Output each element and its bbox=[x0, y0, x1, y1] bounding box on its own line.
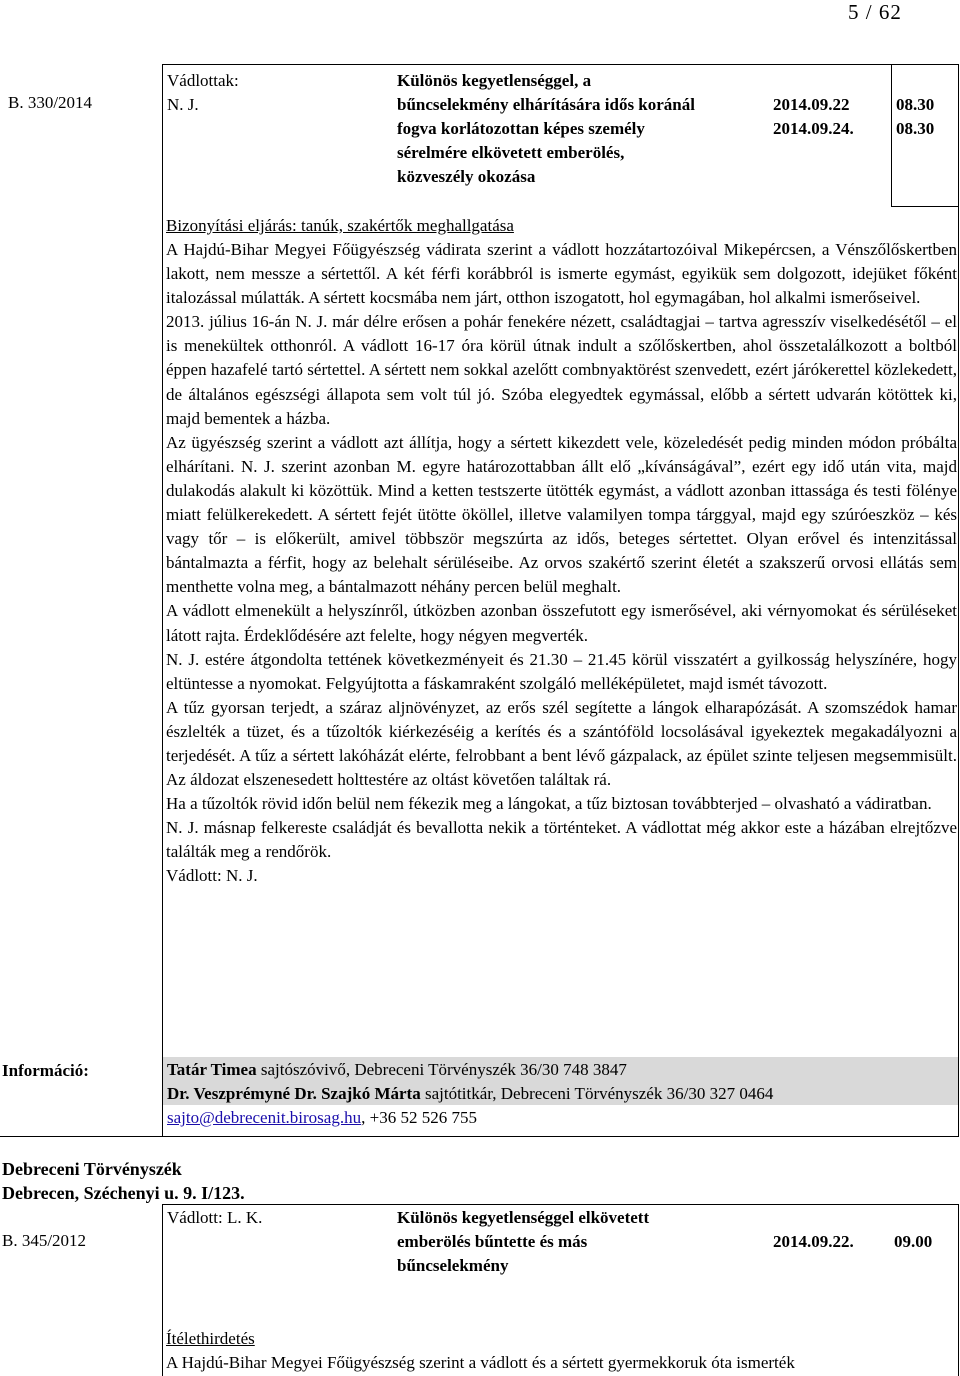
charge-line: emberölés bűntette és más bbox=[397, 1232, 588, 1251]
info-label: Információ: bbox=[2, 1061, 89, 1080]
contact-line: Tatár Timea sajtószóvivő, Debreceni Törvényszék 36/30 748 3847 bbox=[167, 1060, 627, 1079]
hearing-time: 08.30 bbox=[896, 119, 935, 138]
case-number: B. 330/2014 bbox=[8, 93, 93, 112]
charge-line: bűncselekmény elhárítására idős koránál bbox=[397, 95, 695, 114]
paragraph: Az ügyészség szerint a vádlott azt állítja, hogy a sértett kikezdett vele, közeledését pedig minden módon próbálta elhárítani. N. J. szerint azonban M. egyre határozottabban állt elő „kívánságával”, ezért egy idő után vita, majd dulakodás alakult ki közöttük. Mind a ketten testszerte ütötték egymást, a vádlott azonban ittassága és testi fölénye miatt felülkerekedett. A sértett fejét ütötte ököllel, illetve valamilyen tompa tárggyal, majd egy szúróeszköz – kés vagy tőr – is előkerült, amivel többször megszúrta az idős, beteges sértettet. Olyan erővel és intenzitással bántalmazta a férfit, hogy az belehalt sérüléseibe. Az orvos szakértő szerint életét a szakszerű orvosi ellátás sem menthette volna meg, a bántalmazott néhány percen belül meghalt. bbox=[166, 432, 957, 597]
defendant-name: Vádlott: L. K. bbox=[167, 1208, 263, 1227]
charge-line: bűncselekmény bbox=[397, 1256, 509, 1275]
contact-line: sajto@debrecenit.birosag.hu, +36 52 526 755 bbox=[167, 1108, 477, 1127]
table-border-top bbox=[162, 1204, 959, 1205]
paragraph: A Hajdú-Bihar Megyei Főügyészség szerint a vádlott és a sértett gyermekkoruk óta ismerték bbox=[166, 1353, 795, 1372]
table-divider bbox=[162, 1204, 163, 1376]
paragraph: N. J. estére átgondolta tettének következményeit és 21.30 – 21.45 körül visszatért a gyilkosság helyszínére, hogy eltüntesse a nyomokat. Felgyújtotta a fáskamraként szolgáló melléképületet, majd ismét távozott. bbox=[166, 649, 957, 693]
table-border-top bbox=[162, 64, 959, 65]
defendant-name: N. J. bbox=[167, 95, 199, 114]
charge-description bbox=[397, 1206, 773, 1278]
hearing-date: 2014.09.22. bbox=[773, 1232, 854, 1251]
case-number: B. 345/2012 bbox=[2, 1231, 87, 1250]
table-border-right bbox=[958, 64, 959, 1136]
paragraph: A tűz gyorsan terjedt, a száraz aljnövényzet, az erős szél segítette a lángok elharapózását. A szomszédok hamar észlelték a tüzet, és a tűzoltók kiérkezéséig a kerítés és a szántóföld locsolásával igyekeztek megakadályozni a terjedését. A tűz a sértett lakóházát elérte, felrobbant a bent lévő gázpalack, az épület szinte teljesen megsemmisült. Az áldozat elszenesedett holttestére az oltást követően találtak rá. bbox=[166, 697, 957, 790]
table-divider bbox=[891, 64, 892, 207]
hearing-time: 08.30 bbox=[896, 95, 935, 114]
court-name: Debreceni Törvényszék bbox=[2, 1159, 182, 1179]
paragraph: Vádlott: N. J. bbox=[166, 866, 258, 886]
section-title: Bizonyítási eljárás: tanúk, szakértők meghallgatása bbox=[166, 216, 514, 235]
charge-line: közveszély okozása bbox=[397, 167, 536, 186]
contact-name: Dr. Veszprémyné Dr. Szajkó Márta bbox=[167, 1084, 421, 1103]
table-border-right bbox=[958, 1204, 959, 1376]
contact-name: Tatár Timea bbox=[167, 1060, 257, 1079]
table-border-bottom bbox=[0, 1136, 959, 1137]
hearing-date: 2014.09.22 bbox=[773, 95, 850, 114]
case-description bbox=[166, 238, 957, 889]
paragraph: A vádlott elmenekült a helyszínről, útközben azonban összefutott egy ismerősével, aki vérnyomokat és sérüléseket látott rajta. Érdeklődésére azt felelte, hogy négyen megverték. bbox=[166, 601, 957, 645]
section-title: Ítélethirdetés bbox=[166, 1329, 255, 1348]
charge-line: sérelmére elkövetett emberölés, bbox=[397, 143, 625, 162]
paragraph: A Hajdú-Bihar Megyei Főügyészség vádirata szerint a vádlott hozzátartozóival Mikepércsen, a Vénszőlőskertben lakott, nem messze a sértettől. A két férfi korábbról is ismerte egymást, egyikük sem dolgozott, idejüket főként italozással múlatták. A sértett kocsmába nem járt, otthon iszogatott, hol egymagában, hol alkalmi ismerőseivel. bbox=[166, 240, 957, 308]
charge-line: fogva korlátozottan képes személy bbox=[397, 119, 645, 138]
charge-line: Különös kegyetlenséggel elkövetett bbox=[397, 1208, 650, 1227]
defendant-label: Vádlottak: bbox=[167, 71, 239, 90]
email-link[interactable]: sajto@debrecenit.birosag.hu bbox=[167, 1108, 362, 1127]
paragraph: Ha a tűzoltók rövid időn belül nem fékezik meg a lángokat, a tűz biztosan továbbterjed – olvasható a vádiratban. bbox=[166, 794, 932, 814]
charge-description bbox=[397, 69, 773, 189]
hearing-time: 09.00 bbox=[894, 1232, 933, 1251]
page-number: 5 / 62 bbox=[848, 0, 902, 24]
table-divider bbox=[891, 206, 959, 207]
hearing-date: 2014.09.24. bbox=[773, 119, 854, 138]
paragraph: 2013. július 16-án N. J. már délre erősen a pohár fenekére nézett, családtagjai – tartva agresszív viselkedésétől – el is menekültek otthonról. A vádlott 16-17 óra körül útnak indult a szőlőskertben, ahol összetalálkozott a boltból éppen hazafelé tartó sértettel. A sértett nem sokkal azelőtt combnyaktörést szenvedett, ezért járókerettel közlekedett, de általános egészségi állapota sem volt túl jó. Szóba elegyedtek egymással, előbb a sértett udvarán kötöttek ki, majd bementek a házba. bbox=[166, 312, 957, 428]
table-divider bbox=[162, 64, 163, 1136]
info-box bbox=[163, 1057, 958, 1105]
contact-line: Dr. Veszprémyné Dr. Szajkó Márta sajtótitkár, Debreceni Törvényszék 36/30 327 0464 bbox=[167, 1084, 774, 1103]
charge-line: Különös kegyetlenséggel, a bbox=[397, 71, 592, 90]
court-address: Debrecen, Széchenyi u. 9. I/123. bbox=[2, 1183, 245, 1203]
paragraph: N. J. másnap felkereste családját és bevallotta nekik a történteket. A vádlottat még akkor este a házában elrejtőzve találták meg a rendőrök. bbox=[166, 818, 957, 862]
